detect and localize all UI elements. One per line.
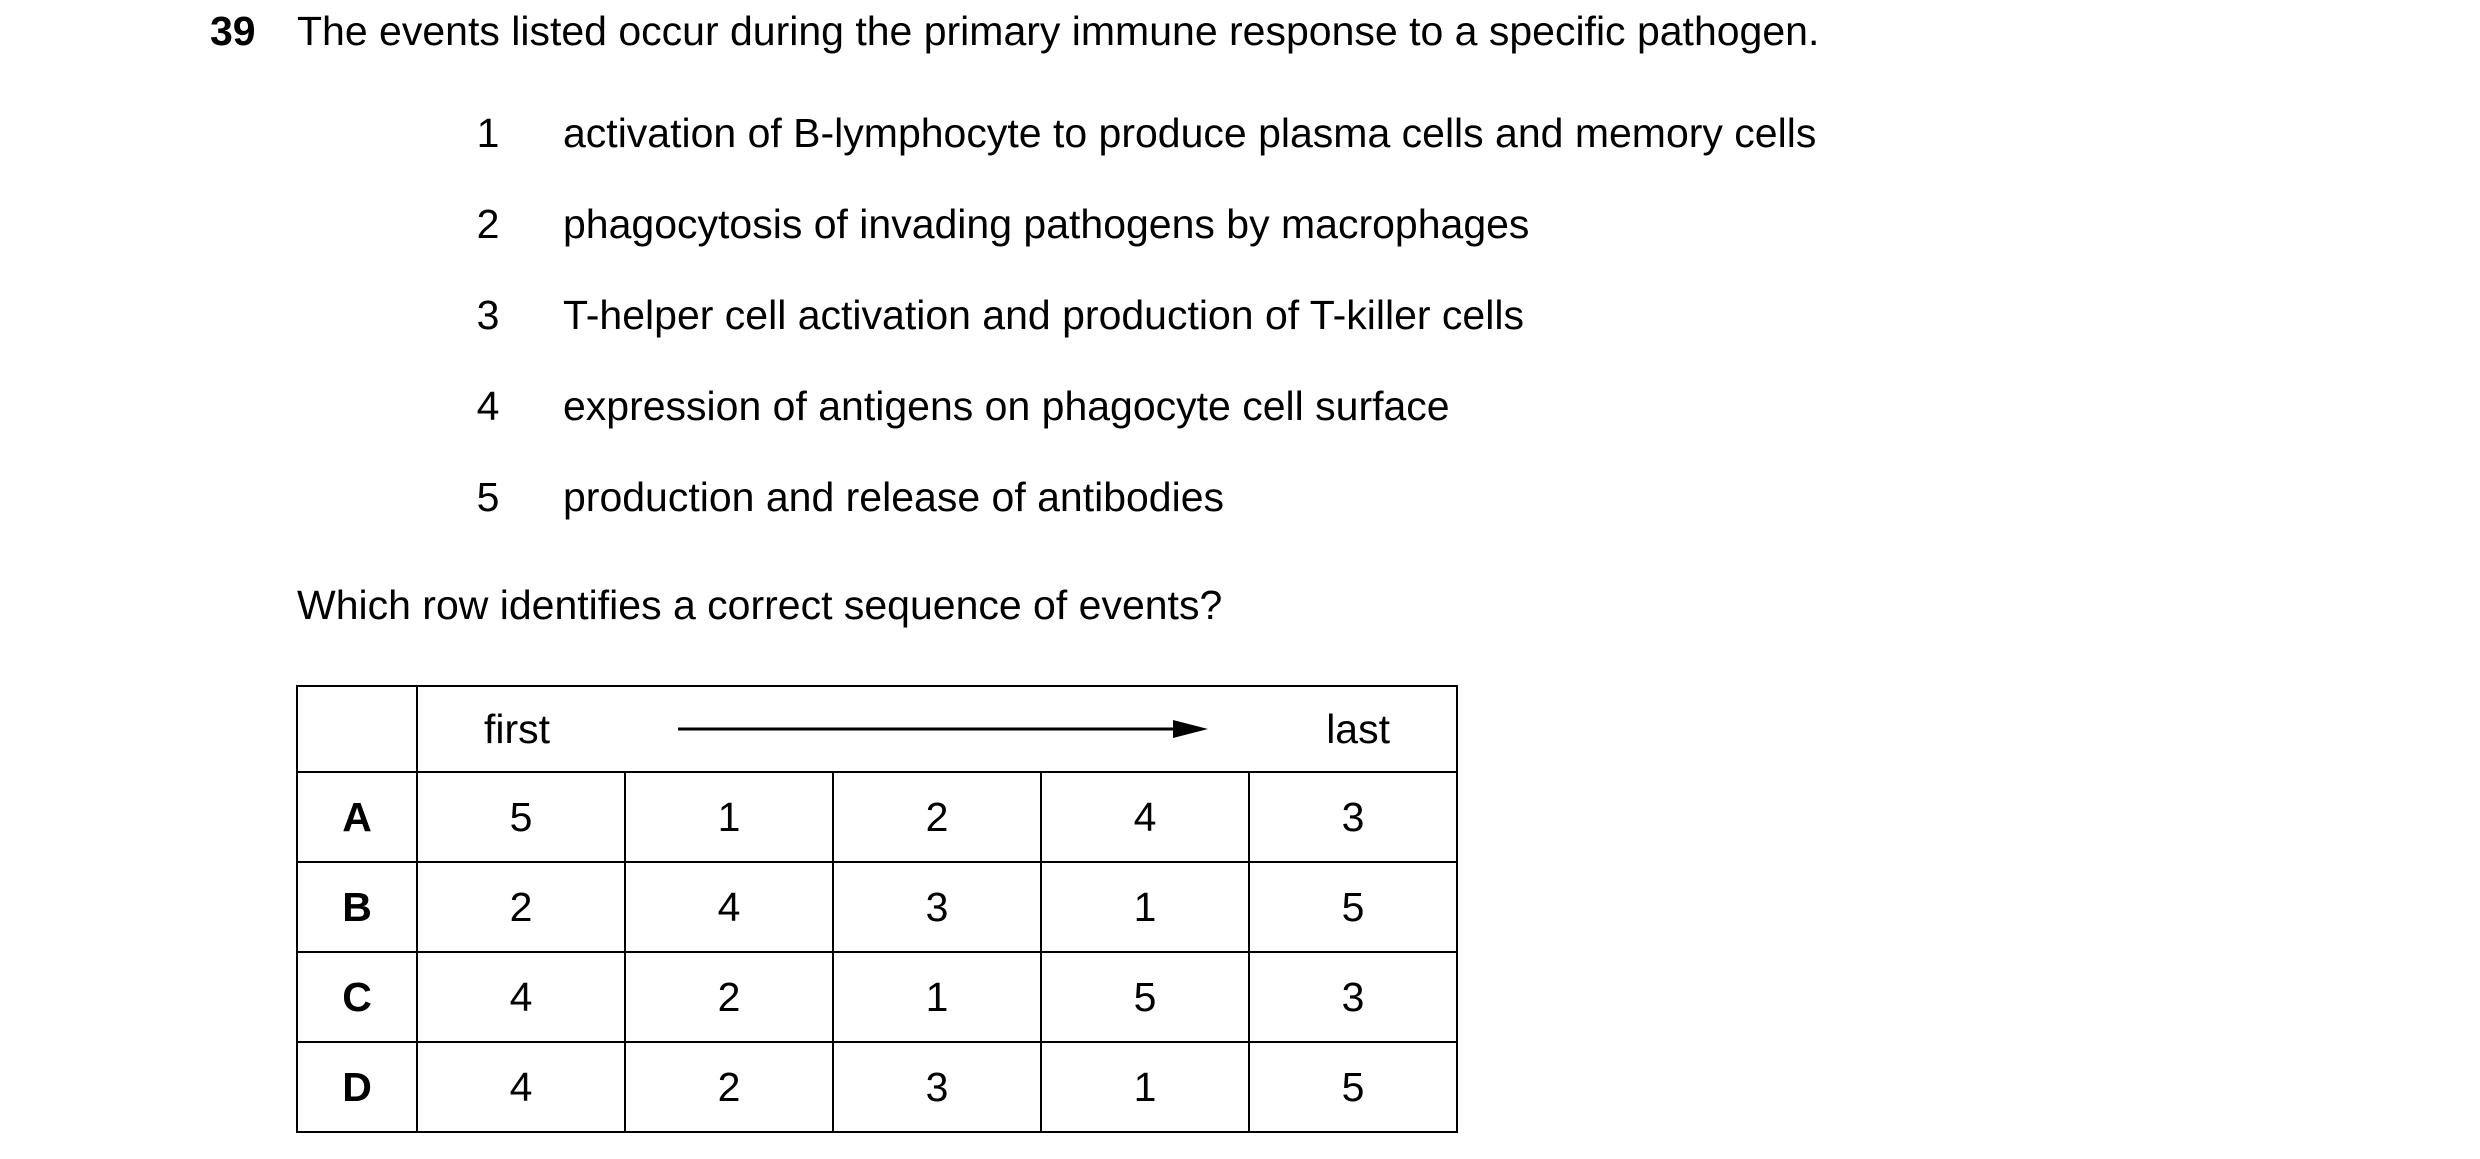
sequence-arrow-icon [678, 717, 1208, 741]
sequence-cell: 4 [417, 1042, 625, 1132]
option-letter: D [297, 1042, 417, 1132]
question-prompt: Which row identifies a correct sequence of events? [297, 582, 1223, 628]
sequence-cell: 3 [833, 1042, 1041, 1132]
options-table [296, 685, 1458, 1133]
question-number: 39 [210, 8, 256, 54]
table-row [297, 952, 1457, 1042]
sequence-cell: 5 [1249, 862, 1457, 952]
header-sequence-cell [417, 686, 1457, 772]
sequence-cell: 5 [417, 772, 625, 862]
option-letter: C [297, 952, 417, 1042]
sequence-cell: 4 [1041, 772, 1249, 862]
sequence-cell: 3 [833, 862, 1041, 952]
event-number: 1 [476, 110, 500, 156]
event-number: 4 [476, 383, 500, 429]
event-text: phagocytosis of invading pathogens by macrophages [563, 201, 1530, 247]
sequence-cell: 3 [1249, 772, 1457, 862]
event-text: activation of B-lymphocyte to produce plasma cells and memory cells [563, 110, 1817, 156]
event-text: expression of antigens on phagocyte cell surface [563, 383, 1450, 429]
sequence-cell: 5 [1249, 1042, 1457, 1132]
event-number: 3 [476, 292, 500, 338]
header-first-label: first [484, 706, 551, 752]
table-row [297, 862, 1457, 952]
sequence-cell: 1 [1041, 862, 1249, 952]
sequence-cell: 5 [1041, 952, 1249, 1042]
sequence-cell: 4 [625, 862, 833, 952]
table-row [297, 1042, 1457, 1132]
sequence-cell: 1 [1041, 1042, 1249, 1132]
sequence-cell: 2 [625, 952, 833, 1042]
table-row [297, 772, 1457, 862]
sequence-cell: 1 [833, 952, 1041, 1042]
sequence-cell: 4 [417, 952, 625, 1042]
event-number: 2 [476, 201, 500, 247]
event-text: T-helper cell activation and production of T-killer cells [563, 292, 1524, 338]
question-stem: The events listed occur during the primary immune response to a specific pathogen. [297, 8, 1820, 54]
header-blank-cell [297, 686, 417, 772]
sequence-cell: 2 [625, 1042, 833, 1132]
table-header-row [297, 686, 1457, 772]
sequence-cell: 2 [417, 862, 625, 952]
option-letter: A [297, 772, 417, 862]
event-number: 5 [476, 474, 500, 520]
option-letter: B [297, 862, 417, 952]
sequence-cell: 2 [833, 772, 1041, 862]
sequence-cell: 1 [625, 772, 833, 862]
event-text: production and release of antibodies [563, 474, 1225, 520]
header-last-label: last [1326, 706, 1390, 752]
sequence-cell: 3 [1249, 952, 1457, 1042]
